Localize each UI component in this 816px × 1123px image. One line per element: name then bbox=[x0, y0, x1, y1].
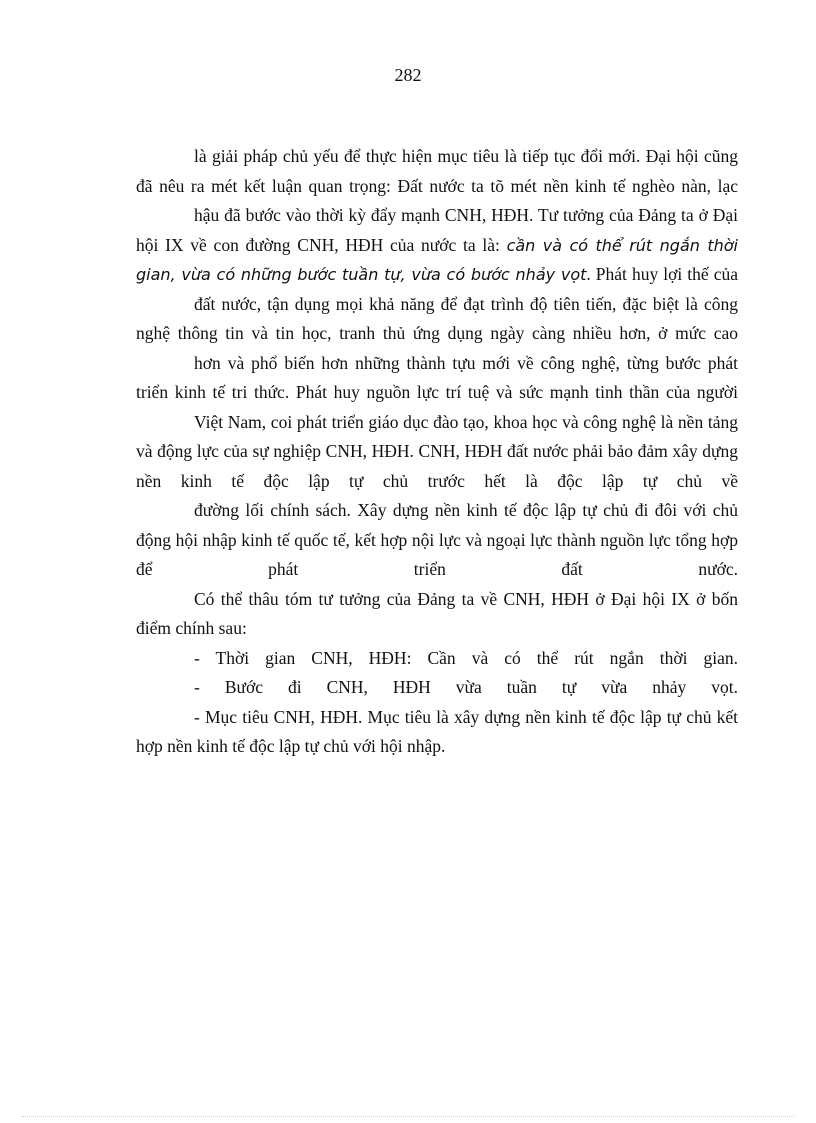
page-bottom-border bbox=[22, 1116, 794, 1117]
paragraph-2-text-after: . Phát huy lợi thế của bbox=[586, 264, 738, 284]
paragraph-5: Việt Nam, coi phát triển giáo dục đào tạo, khoa học và công nghệ là nền tảng và động lực của sự nghiệp CNH, HĐH. CNH, HĐH đất nước phải bảo đảm xây dựng nền kinh tế độc lập tự chủ trước hết là độc lập tự chủ về bbox=[136, 411, 738, 491]
paragraph-7: Có thể thâu tóm tư tưởng của Đảng ta về CNH, HĐH ở Đại hội IX ở bốn điểm chính sau: bbox=[136, 588, 738, 638]
bullet-time: - Thời gian CNH, HĐH: Cần và có thể rút ngắn thời gian. bbox=[194, 647, 738, 668]
paragraph-1: là giải pháp chủ yếu để thực hiện mục tiêu là tiếp tục đổi mới. Đại hội cũng đã nêu ra mét kết luận quan trọng: Đất nước ta tõ mét nền kinh tế nghèo nàn, lạc bbox=[136, 146, 738, 196]
paragraph-3: đất nước, tận dụng mọi khả năng để đạt trình độ tiên tiến, đặc biệt là công nghệ thông tin và tin học, tranh thủ ứng dụng ngày càng nhiều hơn, ở mức cao bbox=[136, 293, 738, 343]
page-number: 282 bbox=[394, 65, 422, 85]
bullet-steps: - Bước đi CNH, HĐH vừa tuần tự vừa nhảy vọt. bbox=[194, 677, 738, 697]
paragraph-4: hơn và phổ biến hơn những thành tựu mới về công nghệ, từng bước phát triển kinh tế tri thức. Phát huy nguồn lực trí tuệ và sức mạnh tinh thần của người bbox=[136, 352, 738, 402]
paragraph-2-text-before: hậu đã bước vào thời kỳ đẩy mạnh CNH, HĐH. Tư tưởng của Đảng ta ở Đại hội IX về con đường CNH, HĐH của nước ta là: bbox=[136, 205, 738, 255]
paragraph-2 bbox=[136, 201, 738, 290]
paragraph-6: đường lối chính sách. Xây dựng nền kinh tế độc lập tự chủ đi đôi với chủ động hội nhập kinh tế quốc tế, kết hợp nội lực và ngoại lực thành nguồn lực tổng hợp để phát triển đất nước. bbox=[136, 500, 738, 579]
document-body bbox=[136, 142, 738, 762]
paragraph-2-italic-quote: cần và có thể rút ngắn thời gian, vừa có những bước tuần tự, vừa có bước nhảy vọt bbox=[136, 235, 738, 284]
bullet-goal: - Mục tiêu CNH, HĐH. Mục tiêu là xây dựng nền kinh tế độc lập tự chủ kết hợp nền kinh tế độc lập tự chủ với hội nhập. bbox=[136, 706, 738, 756]
